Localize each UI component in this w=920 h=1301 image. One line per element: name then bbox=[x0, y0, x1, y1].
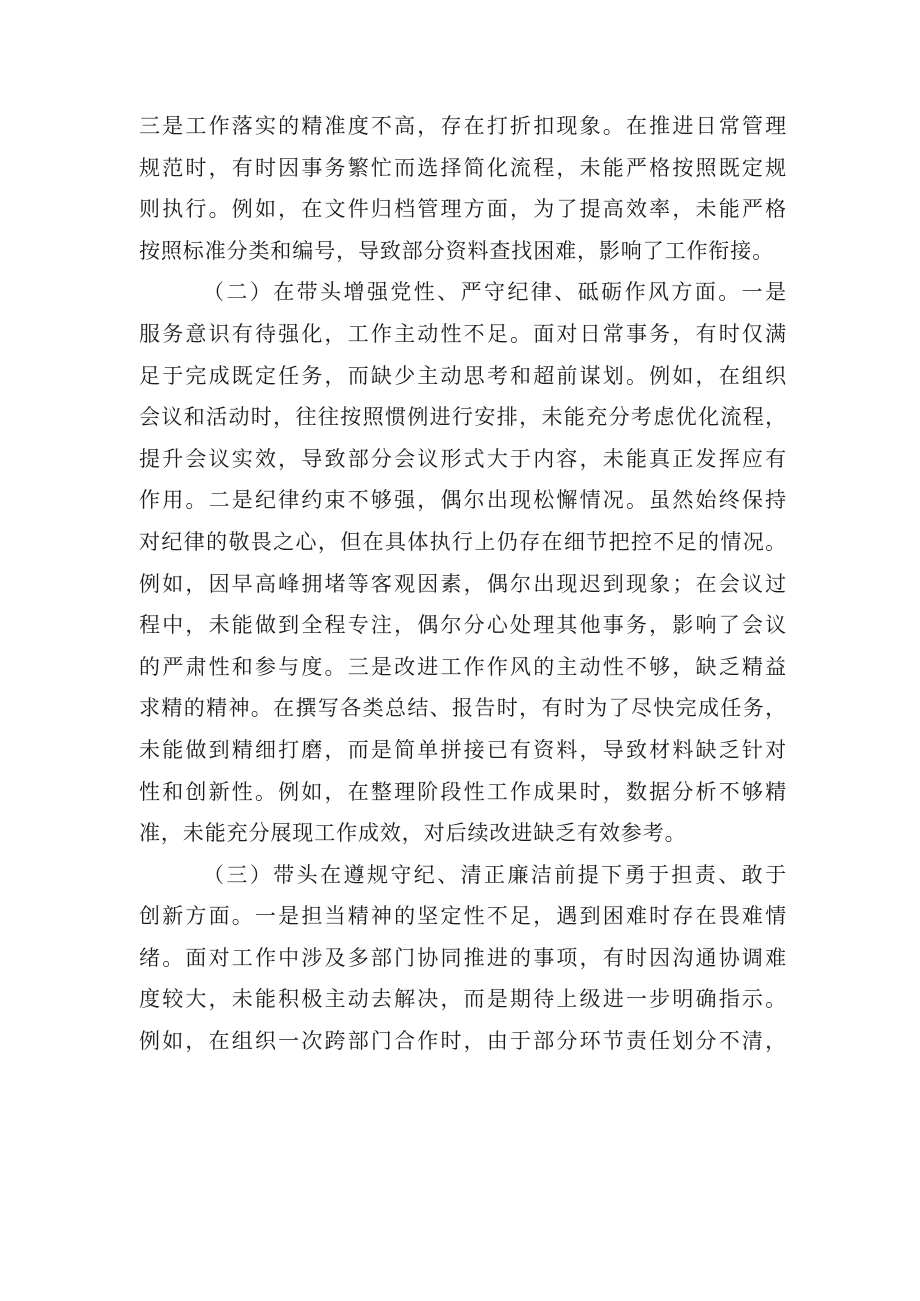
text-line: 作用。二是纪律约束不够强，偶尔出现松懈情况。虽然始终保持 bbox=[139, 488, 787, 513]
text-line: 准，未能充分展现工作成效，对后续改进缺乏有效参考。 bbox=[139, 821, 687, 846]
body-text bbox=[139, 106, 787, 1063]
section-heading-line: （三）带头在遵规守纪、清正廉洁前提下勇于担责、敢于 bbox=[203, 862, 787, 887]
section-heading-line: （二）在带头增强党性、严守纪律、砥砺作风方面。一是 bbox=[203, 280, 787, 305]
text-line: 对纪律的敬畏之心，但在具体执行上仍存在细节把控不足的情况。 bbox=[139, 529, 787, 554]
text-line: 度较大，未能积极主动去解决，而是期待上级进一步明确指示。 bbox=[139, 987, 787, 1012]
text-line: 服务意识有待强化，工作主动性不足。面对日常事务，有时仅满 bbox=[139, 321, 787, 346]
text-line: 三是工作落实的精准度不高，存在打折扣现象。在推进日常管理 bbox=[139, 114, 787, 138]
text-line: 程中，未能做到全程专注，偶尔分心处理其他事务，影响了会议 bbox=[139, 613, 787, 638]
text-line: 求精的精神。在撰写各类总结、报告时，有时为了尽快完成任务， bbox=[139, 696, 787, 721]
text-line: 足于完成既定任务，而缺少主动思考和超前谋划。例如，在组织 bbox=[139, 363, 787, 388]
text-line: 未能做到精细打磨，而是简单拼接已有资料，导致材料缺乏针对 bbox=[139, 737, 787, 762]
text-line: 则执行。例如，在文件归档管理方面，为了提高效率，未能严格 bbox=[139, 197, 787, 222]
text-line: 会议和活动时，往往按照惯例进行安排，未能充分考虑优化流程， bbox=[139, 405, 787, 430]
text-line: 创新方面。一是担当精神的坚定性不足，遇到困难时存在畏难情 bbox=[139, 904, 787, 929]
text-line: 绪。面对工作中涉及多部门协同推进的事项，有时因沟通协调难 bbox=[139, 945, 787, 970]
text-line: 性和创新性。例如，在整理阶段性工作成果时，数据分析不够精 bbox=[139, 779, 787, 804]
text-line: 的严肃性和参与度。三是改进工作作风的主动性不够，缺乏精益 bbox=[139, 654, 787, 679]
text-line: 提升会议实效，导致部分会议形式大于内容，未能真正发挥应有 bbox=[139, 446, 787, 471]
text-line: 规范时，有时因事务繁忙而选择简化流程，未能严格按照既定规 bbox=[139, 155, 787, 180]
text-line: 例如，在组织一次跨部门合作时，由于部分环节责任划分不清， bbox=[139, 1029, 787, 1054]
text-line: 按照标准分类和编号，导致部分资料查找困难，影响了工作衔接。 bbox=[139, 238, 775, 263]
text-line: 例如，因早高峰拥堵等客观因素，偶尔出现迟到现象；在会议过 bbox=[139, 571, 787, 596]
